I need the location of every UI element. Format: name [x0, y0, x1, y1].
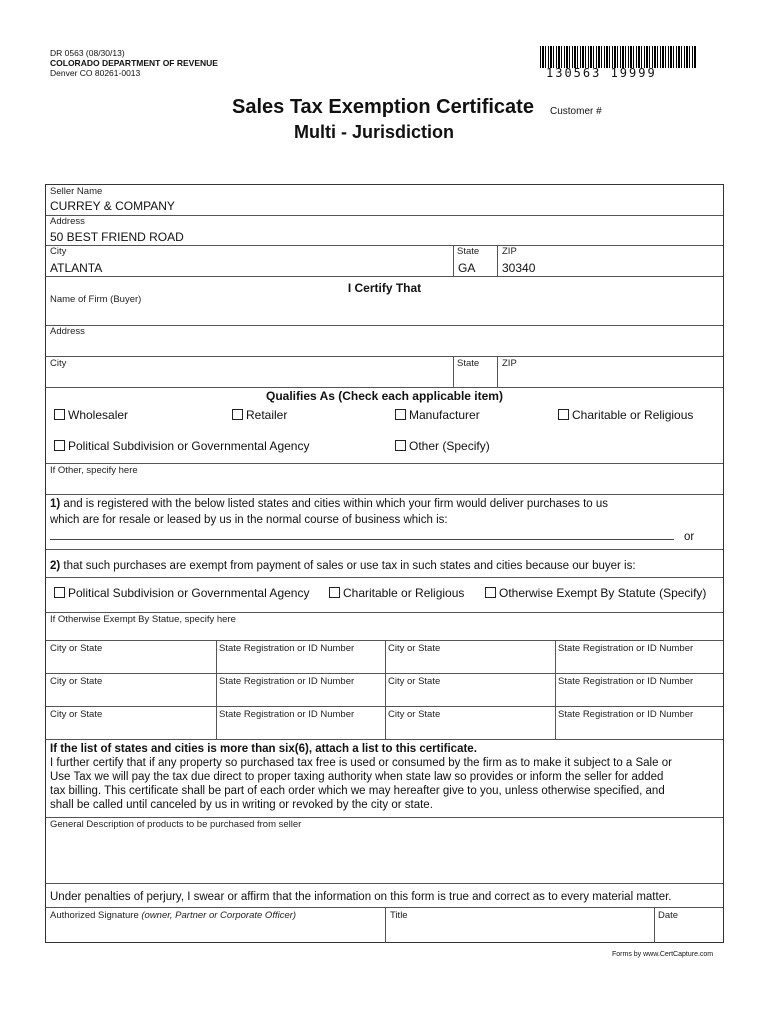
grid-city-state-label: City or State — [388, 709, 441, 720]
page-subtitle: Multi - Jurisdiction — [294, 122, 454, 142]
title-field[interactable] — [386, 908, 654, 942]
grid-city-state-label: City or State — [388, 643, 441, 654]
checkbox-icon — [395, 440, 406, 451]
seller-address-label: Address — [50, 216, 85, 227]
department-name: COLORADO DEPARTMENT OF REVENUE — [50, 58, 218, 68]
seller-state-field[interactable]: GA — [458, 261, 476, 275]
other-specify-label: If Other, specify here — [50, 465, 138, 476]
clause2-charitable-checkbox[interactable]: Charitable or Religious — [329, 586, 464, 600]
date-field[interactable] — [655, 908, 723, 942]
certify-text-line3: tax billing. This certificate shall be part of each order which we may hereafter give to you, unless otherwise specified, and — [50, 785, 665, 797]
wholesaler-checkbox[interactable]: Wholesaler — [54, 408, 128, 422]
retailer-checkbox[interactable]: Retailer — [232, 408, 287, 422]
seller-name-field[interactable]: CURREY & COMPANY — [50, 199, 175, 213]
buyer-address-field[interactable] — [46, 326, 723, 356]
seller-name-label: Seller Name — [50, 186, 103, 197]
grid-city-state-label: City or State — [388, 676, 441, 687]
statute-specify-field[interactable] — [46, 613, 723, 640]
attach-list-notice: If the list of states and cities is more than six(6), attach a list to this certificate. — [50, 743, 477, 755]
signature-field[interactable] — [46, 908, 385, 942]
certificate-form — [45, 184, 724, 943]
grid-reg-id-label: State Registration or ID Number — [558, 676, 694, 687]
grid-reg-id-label: State Registration or ID Number — [219, 709, 355, 720]
qualifies-heading: Qualifies As (Check each applicable item) — [266, 389, 503, 403]
seller-zip-label: ZIP — [502, 246, 517, 257]
clause2-text: that such purchases are exempt from payment of sales or use tax in such states and cities because our buyer is: — [60, 560, 636, 572]
seller-state-label: State — [457, 246, 480, 257]
buyer-firm-field[interactable] — [46, 294, 723, 324]
date-label: Date — [658, 910, 679, 921]
buyer-firm-label: Name of Firm (Buyer) — [50, 294, 142, 305]
grid-city-state-label: City or State — [50, 676, 103, 687]
certify-text-line1: I further certify that if any property so purchased tax free is used or consumed by the firm as to make it subject to a Sale or — [50, 757, 672, 769]
clause2-political-checkbox[interactable]: Political Subdivision or Governmental Agency — [54, 586, 309, 600]
seller-city-label: City — [50, 246, 67, 257]
clause1-number: 1) — [50, 498, 61, 510]
checkbox-icon — [485, 587, 496, 598]
certify-heading: I Certify That — [347, 281, 422, 295]
checkbox-icon — [54, 409, 65, 420]
title-label: Title — [390, 910, 408, 921]
seller-address-field[interactable]: 50 BEST FRIEND ROAD — [50, 230, 184, 244]
grid-reg-id-label: State Registration or ID Number — [558, 709, 694, 720]
buyer-city-label: City — [50, 358, 67, 369]
barcode-text: 130563 19999 — [546, 66, 657, 80]
checkbox-icon — [395, 409, 406, 420]
grid-reg-id-label: State Registration or ID Number — [219, 643, 355, 654]
clause1-blank-field[interactable] — [50, 539, 674, 540]
charitable-checkbox[interactable]: Charitable or Religious — [558, 408, 693, 422]
barcode — [540, 46, 696, 68]
grid-city-state-label: City or State — [50, 709, 103, 720]
description-label: General Description of products to be purchased from seller — [50, 819, 302, 830]
grid-reg-id-label: State Registration or ID Number — [558, 643, 694, 654]
buyer-state-label: State — [457, 358, 480, 369]
clause1-or: or — [684, 531, 695, 543]
other-checkbox[interactable]: Other (Specify) — [395, 439, 490, 453]
checkbox-icon — [329, 587, 340, 598]
grid-reg-id-label: State Registration or ID Number — [219, 676, 355, 687]
statute-specify-label: If Otherwise Exempt By Statue, specify here — [50, 614, 236, 625]
clause2-otherwise-checkbox[interactable]: Otherwise Exempt By Statute (Specify) — [485, 586, 706, 600]
checkbox-icon — [232, 409, 243, 420]
buyer-address-label: Address — [50, 326, 85, 337]
grid-city-state-label: City or State — [50, 643, 103, 654]
customer-number-label: Customer # — [550, 106, 602, 117]
manufacturer-checkbox[interactable]: Manufacturer — [395, 408, 480, 422]
checkbox-icon — [558, 409, 569, 420]
other-specify-field[interactable] — [46, 464, 723, 493]
perjury-statement: Under penalties of perjury, I swear or affirm that the information on this form is true and correct as to every material matter. — [50, 891, 672, 903]
clause1-text-line2: which are for resale or leased by us in the normal course of business which is: — [50, 514, 448, 526]
department-address: Denver CO 80261-0013 — [50, 68, 141, 78]
form-number: DR 0563 (08/30/13) — [50, 48, 125, 58]
seller-city-field[interactable]: ATLANTA — [50, 261, 103, 275]
clause1-text: and is registered with the below listed states and cities within which your firm would deliver purchases to us — [60, 498, 609, 510]
clause2-number: 2) — [50, 560, 61, 572]
footer-credit: Forms by www.CertCapture.com — [612, 951, 714, 958]
signature-label: Authorized Signature (owner, Partner or Corporate Officer) — [50, 910, 297, 921]
certify-text-line4: shall be called until canceled by us in writing or revoked by the city or state. — [50, 799, 433, 811]
political-subdivision-checkbox[interactable]: Political Subdivision or Governmental Agency — [54, 439, 309, 453]
buyer-zip-label: ZIP — [502, 358, 517, 369]
certify-text-line2: Use Tax we will pay the tax due direct to proper taxing authority when state law so provides or inform the seller for added — [50, 771, 664, 783]
checkbox-icon — [54, 440, 65, 451]
checkbox-icon — [54, 587, 65, 598]
page-title: Sales Tax Exemption Certificate — [232, 96, 534, 118]
description-field[interactable] — [46, 818, 723, 882]
seller-zip-field[interactable]: 30340 — [502, 261, 536, 275]
